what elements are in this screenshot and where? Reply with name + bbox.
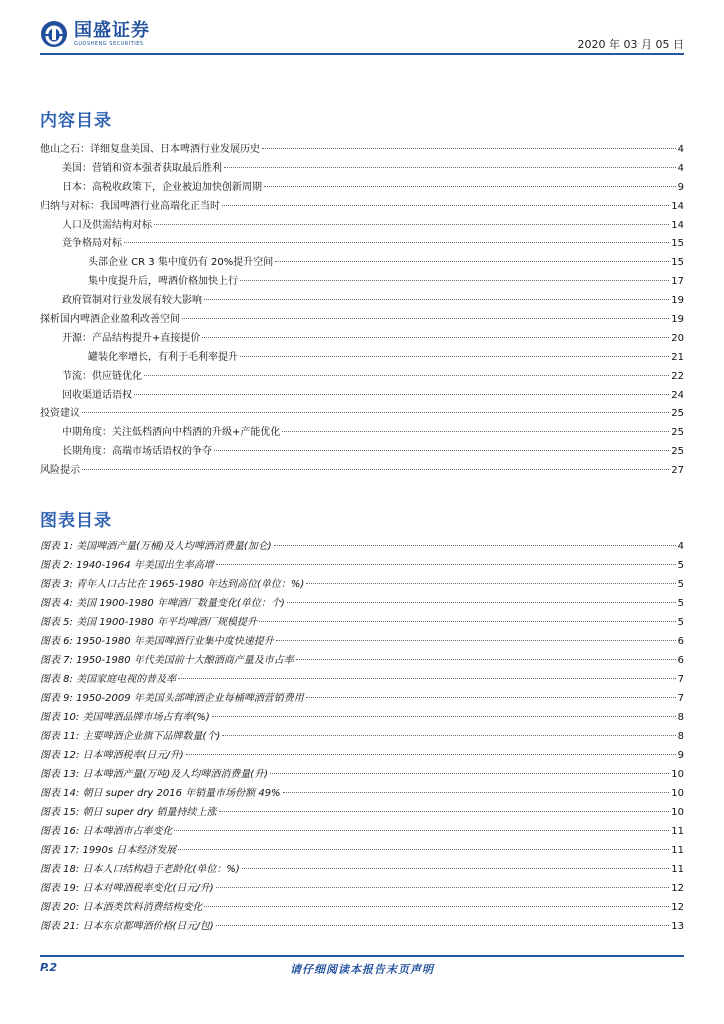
toc-entry-label: 归纳与对标：我国啤酒行业高端化正当时	[40, 200, 220, 212]
toc-entry-page: 9	[677, 181, 684, 193]
toc-entry-page: 22	[671, 370, 684, 382]
toc-entry-page: 20	[671, 332, 684, 344]
toc-entry-page: 13	[671, 921, 684, 932]
toc-entry-label: 图表 17: 1990s 日本经济发展	[40, 845, 177, 856]
toc-entry-label: 开源：产品结构提升+直接提价	[62, 332, 201, 344]
toc-entry[interactable]	[40, 159, 684, 178]
toc-entry-page: 4	[677, 144, 684, 155]
toc-leader-dots	[296, 659, 676, 660]
toc-entry-label: 图表 21: 日本东京都啤酒价格(日元/包)	[40, 921, 214, 932]
toc-entry-label: 美国：营销和资本强者获取最后胜利	[62, 162, 222, 174]
toc-leader-dots	[204, 299, 669, 300]
toc-leader-dots	[282, 431, 669, 432]
toc-entry-label: 回收渠道话语权	[62, 389, 132, 401]
toc-entry[interactable]	[40, 386, 684, 405]
toc-entry-page: 12	[671, 902, 684, 913]
contents-list	[40, 140, 684, 480]
toc-entry-page: 4	[677, 541, 684, 552]
toc-entry-label: 节流：供应链优化	[62, 370, 142, 382]
toc-entry[interactable]	[40, 348, 684, 367]
toc-entry-label: 中期角度：关注低档酒向中档酒的升级+产能优化	[62, 427, 281, 439]
toc-entry-label: 风险提示	[40, 465, 80, 477]
toc-leader-dots	[202, 337, 669, 338]
toc-entry[interactable]	[40, 178, 684, 197]
toc-entry-page: 5	[677, 560, 684, 571]
toc-leader-dots	[82, 469, 669, 470]
page-number: P.2	[40, 961, 58, 974]
toc-leader-dots	[306, 583, 675, 584]
toc-leader-dots	[287, 602, 676, 603]
toc-leader-dots	[222, 735, 675, 736]
toc-entry-label: 竞争格局对标	[62, 238, 122, 250]
toc-entry[interactable]	[40, 253, 684, 272]
toc-entry[interactable]	[40, 689, 684, 708]
toc-leader-dots	[174, 830, 669, 831]
toc-entry-label: 图表 4: 美国 1900-1980 年啤酒厂数量变化(单位：个)	[40, 598, 285, 609]
toc-entry-label: 图表 15: 朝日 super dry 销量持续上涨	[40, 807, 217, 818]
toc-leader-dots	[262, 148, 676, 149]
toc-entry[interactable]	[40, 367, 684, 386]
toc-entry-label: 图表 19: 日本对啤酒税率变化(日元/升)	[40, 883, 214, 894]
toc-entry-page: 19	[671, 295, 684, 307]
toc-leader-dots	[283, 792, 670, 793]
toc-entry[interactable]	[40, 879, 684, 898]
toc-entry[interactable]	[40, 708, 684, 727]
toc-entry-page: 19	[671, 314, 684, 326]
toc-leader-dots	[186, 754, 676, 755]
toc-entry-page: 12	[671, 883, 684, 894]
toc-entry-page: 10	[671, 788, 684, 799]
toc-entry[interactable]	[40, 461, 684, 480]
toc-entry[interactable]	[40, 803, 684, 822]
toc-entry-page: 9	[677, 750, 684, 761]
toc-entry-page: 25	[671, 446, 684, 458]
toc-leader-dots	[154, 224, 669, 225]
toc-entry[interactable]	[40, 291, 684, 310]
toc-entry-label: 图表 14: 朝日 super dry 2016 年销量市场份额 49%	[40, 788, 281, 799]
toc-leader-dots	[270, 773, 669, 774]
toc-entry[interactable]	[40, 917, 684, 936]
toc-entry[interactable]	[40, 594, 684, 613]
toc-entry-page: 10	[671, 769, 684, 780]
toc-entry-label: 探析国内啤酒企业盈利改善空间	[40, 314, 180, 326]
toc-entry-page: 15	[671, 238, 684, 250]
toc-entry-page: 14	[671, 200, 684, 212]
toc-entry[interactable]	[40, 442, 684, 461]
toc-entry-page: 11	[671, 864, 684, 875]
toc-entry-label: 政府管制对行业发展有较大影响	[62, 295, 202, 307]
toc-entry[interactable]	[40, 575, 684, 594]
toc-entry-page: 11	[671, 826, 684, 837]
toc-entry-page: 5	[677, 617, 684, 628]
toc-leader-dots	[274, 545, 676, 546]
toc-entry[interactable]	[40, 537, 684, 556]
toc-leader-dots	[144, 375, 669, 376]
toc-entry[interactable]	[40, 651, 684, 670]
toc-entry-label: 头部企业 CR 3 集中度仍有 20%提升空间	[88, 257, 274, 269]
toc-leader-dots	[240, 356, 669, 357]
toc-entry[interactable]	[40, 216, 684, 235]
toc-leader-dots	[216, 564, 676, 565]
toc-leader-dots	[264, 186, 676, 187]
toc-leader-dots	[82, 412, 669, 413]
toc-leader-dots	[178, 678, 676, 679]
toc-leader-dots	[134, 394, 669, 395]
toc-entry-page: 8	[677, 712, 684, 723]
toc-entry-page: 8	[677, 731, 684, 742]
toc-leader-dots	[214, 450, 669, 451]
toc-leader-dots	[216, 887, 670, 888]
toc-leader-dots	[182, 318, 669, 319]
toc-entry-page: 11	[671, 845, 684, 856]
toc-leader-dots	[222, 205, 669, 206]
toc-entry-page: 7	[677, 674, 684, 685]
toc-entry[interactable]	[40, 765, 684, 784]
toc-entry-page: 14	[671, 219, 684, 231]
toc-entry-page: 21	[671, 351, 684, 363]
toc-entry[interactable]	[40, 727, 684, 746]
toc-entry[interactable]	[40, 898, 684, 917]
brand-name-en: GUOSHENG SECURITIES	[74, 40, 144, 47]
toc-entry-label: 人口及供需结构对标	[62, 219, 152, 231]
toc-entry-page: 6	[677, 655, 684, 666]
toc-entry-label: 图表 20: 日本酒类饮料消费结构变化	[40, 902, 203, 913]
toc-leader-dots	[306, 697, 676, 698]
toc-leader-dots	[275, 261, 669, 262]
toc-leader-dots	[216, 925, 670, 926]
toc-entry-page: 27	[671, 465, 684, 477]
guosheng-logo-icon	[40, 20, 68, 48]
toc-entry-page: 17	[671, 276, 684, 288]
toc-entry[interactable]	[40, 670, 684, 689]
disclaimer-note: 请仔细阅读本报告末页声明	[290, 963, 434, 976]
toc-entry-label: 图表 5: 美国 1900-1980 年平均啤酒厂规模提升	[40, 617, 257, 628]
toc-entry-label: 图表 3: 青年人口占比在 1965-1980 年达到高位(单位：%)	[40, 579, 305, 590]
toc-entry-label: 他山之石：详细复盘美国、日本啤酒行业发展历史	[40, 144, 260, 155]
toc-entry[interactable]	[40, 197, 684, 216]
toc-entry-label: 图表 12: 日本啤酒税率(日元/升)	[40, 750, 184, 761]
toc-leader-dots	[124, 242, 669, 243]
toc-leader-dots	[224, 167, 676, 168]
toc-leader-dots	[204, 906, 669, 907]
toc-entry[interactable]	[40, 329, 684, 348]
toc-entry-label: 图表 16: 日本啤酒市占率变化	[40, 826, 173, 837]
toc-entry[interactable]	[40, 822, 684, 841]
toc-entry-label: 长期角度：高端市场话语权的争夺	[62, 446, 212, 458]
toc-entry-label: 图表 10: 美国啤酒品牌市场占有率(%)	[40, 712, 210, 723]
toc-entry[interactable]	[40, 841, 684, 860]
toc-leader-dots	[276, 640, 676, 641]
figures-list	[40, 537, 684, 936]
toc-leader-dots	[242, 868, 670, 869]
toc-entry-label: 图表 2: 1940-1964 年美国出生率高增	[40, 560, 214, 571]
header-divider	[40, 53, 684, 55]
toc-entry-page: 10	[671, 807, 684, 818]
toc-entry-page: 5	[677, 579, 684, 590]
toc-entry[interactable]	[40, 404, 684, 423]
toc-entry[interactable]	[40, 784, 684, 803]
toc-entry-label: 集中度提升后，啤酒价格加快上行	[88, 276, 238, 288]
footer-divider	[40, 955, 684, 957]
brand-name: 国盛证券	[74, 19, 150, 41]
toc-entry[interactable]	[40, 272, 684, 291]
toc-entry-label: 图表 7: 1950-1980 年代美国前十大酿酒商产量及市占率	[40, 655, 294, 666]
toc-entry[interactable]	[40, 140, 684, 159]
toc-entry[interactable]	[40, 613, 684, 632]
toc-leader-dots	[219, 811, 670, 812]
toc-leader-dots	[212, 716, 676, 717]
toc-entry[interactable]	[40, 423, 684, 442]
toc-entry-label: 图表 13: 日本啤酒产量(万吨)及人均啤酒消费量(升)	[40, 769, 269, 780]
toc-entry-label: 图表 18: 日本人口结构趋于老龄化(单位：%)	[40, 864, 240, 875]
toc-entry-page: 7	[677, 693, 684, 704]
toc-entry-label: 图表 8: 美国家庭电视的普及率	[40, 674, 177, 685]
toc-entry-page: 5	[677, 598, 684, 609]
report-date: 2020 年 03 月 05 日	[577, 38, 684, 51]
toc-entry[interactable]	[40, 556, 684, 575]
toc-entry-page: 15	[671, 257, 684, 269]
toc-entry[interactable]	[40, 632, 684, 651]
toc-entry-page: 24	[671, 389, 684, 401]
toc-entry-label: 图表 9: 1950-2009 年美国头部啤酒企业每桶啤酒营销费用	[40, 693, 304, 704]
toc-leader-dots	[178, 849, 669, 850]
toc-entry[interactable]	[40, 860, 684, 879]
page-header	[0, 0, 724, 60]
toc-entry-page: 25	[671, 427, 684, 439]
toc-entry-label: 图表 6: 1950-1980 年美国啤酒行业集中度快速提升	[40, 636, 274, 647]
toc-entry-page: 6	[677, 636, 684, 647]
toc-entry[interactable]	[40, 234, 684, 253]
contents-title: 内容目录	[40, 111, 112, 131]
toc-entry-label: 日本：高税收政策下，企业被迫加快创新周期	[62, 181, 262, 193]
toc-entry-page: 4	[677, 162, 684, 174]
brand-logo	[40, 20, 150, 48]
toc-entry-label: 投资建议	[40, 408, 80, 420]
toc-entry-label: 图表 11: 主要啤酒企业旗下品牌数量(个)	[40, 731, 221, 742]
toc-entry-label: 图表 1: 美国啤酒产量(万桶)及人均啤酒消费量(加仑)	[40, 541, 272, 552]
toc-entry-label: 罐装化率增长，有利于毛利率提升	[88, 351, 238, 363]
figures-title: 图表目录	[40, 511, 112, 531]
toc-entry[interactable]	[40, 746, 684, 765]
toc-leader-dots	[240, 280, 669, 281]
toc-entry[interactable]	[40, 310, 684, 329]
toc-leader-dots	[259, 621, 676, 622]
toc-entry-page: 25	[671, 408, 684, 420]
